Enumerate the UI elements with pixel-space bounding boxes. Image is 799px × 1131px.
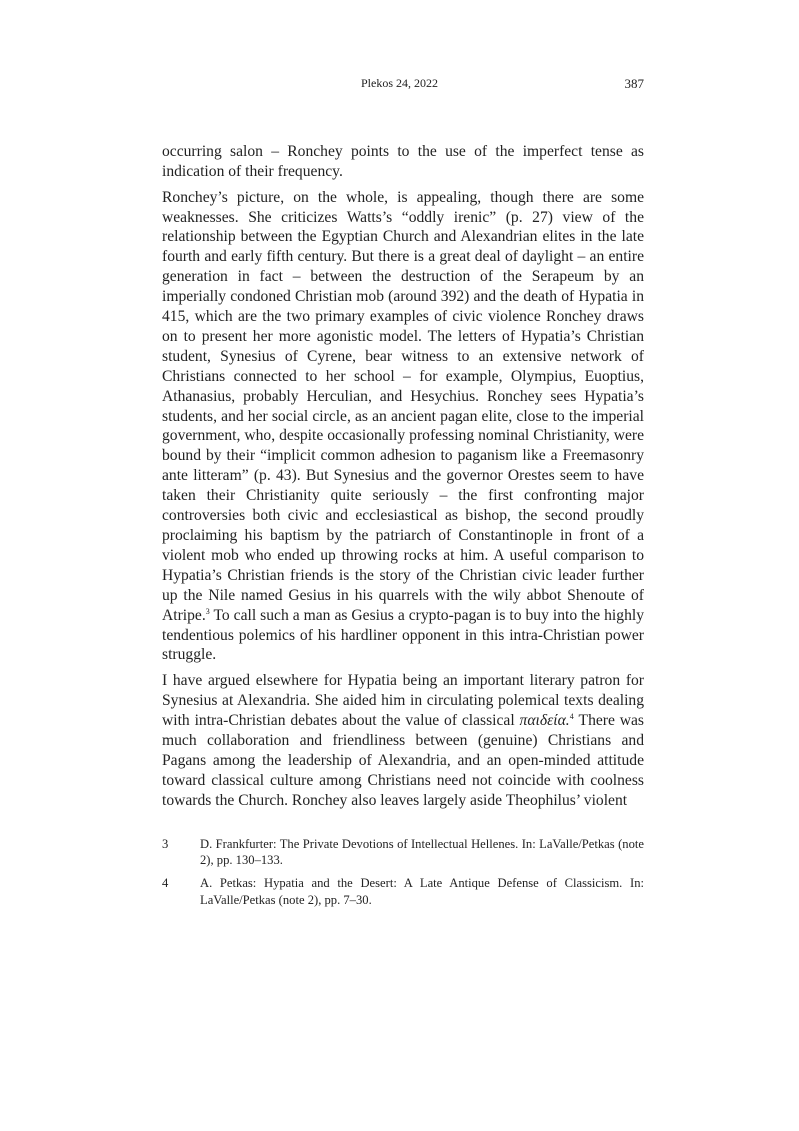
paragraph-2	[162, 188, 644, 666]
paragraph-3	[162, 671, 644, 810]
body-text	[162, 142, 644, 816]
footnote-text: A. Petkas: Hypatia and the Desert: A Late Antique Defense of Classicism. In: LaValle/Petkas (note 2), pp. 7–30.	[200, 876, 644, 907]
greek-term: παιδεία.	[519, 711, 570, 729]
footnote-number: 3	[162, 837, 169, 851]
footnote-ref-3[interactable]: 3	[205, 606, 210, 616]
footnote-ref-4[interactable]: 4	[569, 711, 574, 721]
paragraph-1: occurring salon – Ronchey points to the use of the imperfect tense as indication of their frequency.	[162, 143, 644, 180]
paragraph-2-text-cont: To call such a man as Gesius a crypto-pagan is to buy into the highly tendentious polemics of his hardliner opponent in this intra-Christian power struggle.	[162, 606, 644, 664]
paragraph-2-text: Ronchey’s picture, on the whole, is appealing, though there are some weaknesses. She criticizes Watts’s “oddly irenic” (p. 27) view of the relationship between the Egyptian Church and Alexandrian elites in the late fourth and early fifth century. But there is a great deal of daylight – an entire generation in fact – between the destruction of the Serapeum by an imperially condoned Christian mob (around 392) and the death of Hypatia in 415, which are the two primary examples of civic violence Ronchey draws on to present her more agonistic model. The letters of Hypatia’s Christian student, Synesius of Cyrene, bear witness to an extensive network of Christians connected to her school – for example, Olympius, Euoptius, Athanasius, probably Herculian, and Hesychius. Ronchey sees Hypatia’s students, and her social circle, as an ancient pagan elite, close to the imperial government, who, despite occasionally professing nominal Christianity, were bound by their “implicit common adhesion to paganism like a Freemasonry ante litteram” (p. 43). But Synesius and the governor Orestes seem to have taken their Christianity quite seriously – the first confronting major controversies both civic and ecclesiastical as bishop, the second proudly proclaiming his baptism by the patriarch of Constantinople in front of a violent mob who ended up throwing rocks at him. A useful comparison to Hypatia’s Christian friends is the story of the Christian civic leader further up the Nile named Gesius in his quarrels with the wily abbot Shenoute of Atripe.	[162, 188, 644, 624]
footnote-number: 4	[162, 876, 169, 891]
footnote-text: D. Frankfurter: The Private Devotions of Intellectual Hellenes. In: LaValle/Petkas (note 2), pp. 130–133.	[200, 837, 644, 868]
paragraph-3-text-cont: There was much collaboration and friendliness between (genuine) Christians and Pagans among the leadership of Alexandria, and an open-minded attitude toward classical culture among Christians need not coincide with coolness towards the Church. Ronchey also leaves largely aside Theophilus’ violent	[162, 711, 645, 809]
footnote-3	[162, 836, 644, 868]
paragraph-3-text: I have argued elsewhere for Hypatia being an important literary patron for Synesius at Alexandria. She aided him in circulating polemical texts dealing with intra-Christian debates about the value of classical	[162, 672, 644, 729]
page-number: 387	[624, 76, 644, 91]
footnotes	[162, 836, 644, 915]
journal-title: Plekos 24, 2022	[360, 76, 438, 90]
footnote-4	[162, 875, 644, 907]
